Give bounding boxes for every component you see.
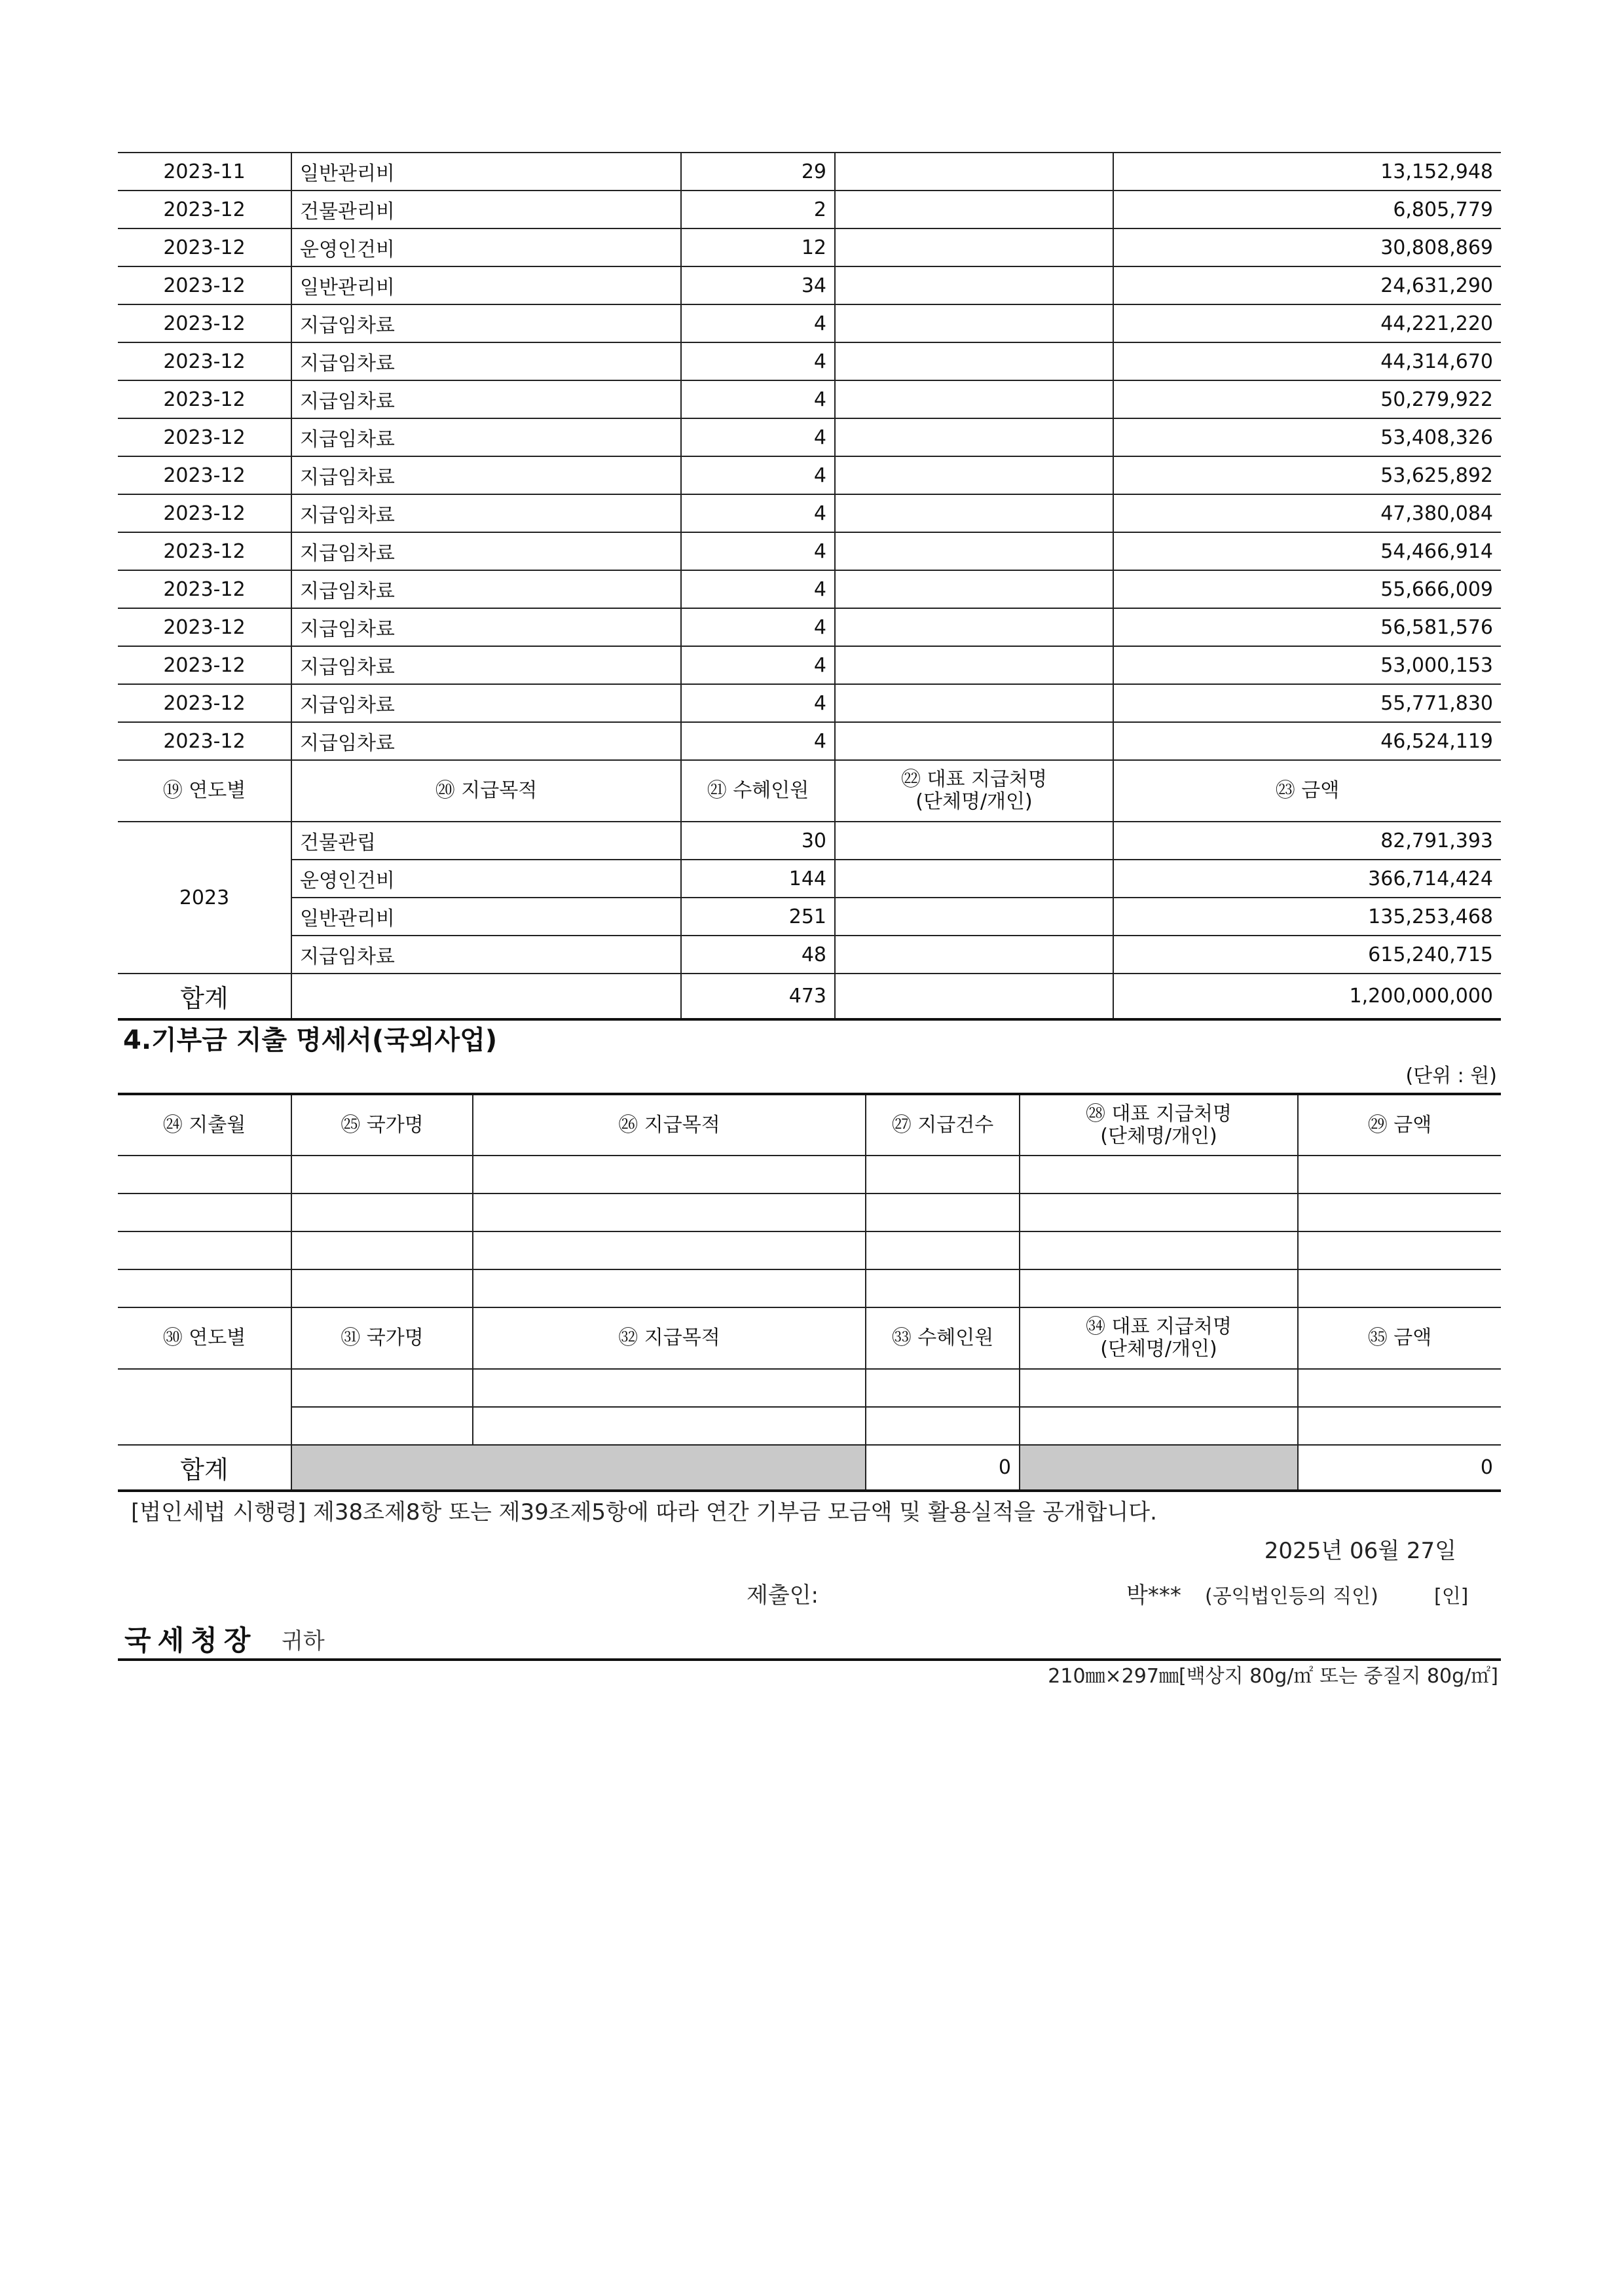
addressee-line — [118, 1613, 1501, 1661]
row-purpose: 지급임차료 — [291, 494, 681, 532]
header-amount: ㉟ 금액 — [1298, 1307, 1501, 1369]
seal-mark: [인] — [1434, 1585, 1469, 1608]
yearly-row — [118, 822, 1501, 860]
expense-row — [118, 494, 1501, 532]
row-count: 34 — [681, 266, 835, 304]
header-country: ㉛ 국가명 — [291, 1307, 473, 1369]
yearly-row — [118, 860, 1501, 898]
overseas-total-shaded — [1020, 1445, 1298, 1491]
section-4-title: 4.기부금 지출 명세서(국외사업) — [123, 1025, 498, 1055]
row-recipient — [835, 191, 1113, 228]
yearly-recipient — [835, 898, 1113, 936]
overseas-total-amount: 0 — [1298, 1445, 1501, 1491]
row-count: 4 — [681, 494, 835, 532]
row-purpose: 지급임차료 — [291, 684, 681, 722]
header-beneficiaries: ㉑ 수혜인원 — [681, 760, 835, 822]
expense-row — [118, 191, 1501, 228]
yearly-count: 48 — [681, 936, 835, 974]
row-amount: 44,221,220 — [1113, 304, 1501, 342]
row-purpose: 일반관리비 — [291, 266, 681, 304]
row-month: 2023-12 — [118, 570, 291, 608]
row-amount: 53,625,892 — [1113, 456, 1501, 494]
header-beneficiaries: ㉝ 수혜인원 — [866, 1307, 1020, 1369]
row-count: 4 — [681, 342, 835, 380]
header-recipient-line1: ㉘ 대표 지급처명 — [1086, 1102, 1232, 1125]
overseas-total-label: 합계 — [118, 1445, 291, 1491]
header-recipient — [835, 760, 1113, 822]
yearly-purpose: 건물관립 — [291, 822, 681, 860]
row-count: 4 — [681, 418, 835, 456]
row-count: 4 — [681, 684, 835, 722]
header-count: ㉗ 지급건수 — [866, 1094, 1020, 1156]
expense-row — [118, 228, 1501, 266]
submitter-name: 박*** — [1126, 1582, 1181, 1609]
row-month: 2023-12 — [118, 608, 291, 646]
row-count: 4 — [681, 722, 835, 760]
yearly-amount: 135,253,468 — [1113, 898, 1501, 936]
overseas-empty-row — [118, 1269, 1501, 1307]
row-amount: 44,314,670 — [1113, 342, 1501, 380]
expense-row — [118, 342, 1501, 380]
row-purpose: 지급임차료 — [291, 646, 681, 684]
expense-row — [118, 380, 1501, 418]
expense-row — [118, 722, 1501, 760]
expense-row — [118, 304, 1501, 342]
expense-row — [118, 456, 1501, 494]
yearly-purpose: 운영인건비 — [291, 860, 681, 898]
overseas-yearly-empty-row — [118, 1369, 1501, 1407]
yearly-count: 251 — [681, 898, 835, 936]
row-month: 2023-12 — [118, 456, 291, 494]
total-count: 473 — [681, 974, 835, 1019]
submitter-label: 제출인: — [747, 1582, 819, 1609]
row-purpose: 건물관리비 — [291, 191, 681, 228]
row-amount: 30,808,869 — [1113, 228, 1501, 266]
row-purpose: 지급임차료 — [291, 456, 681, 494]
row-recipient — [835, 570, 1113, 608]
total-purpose-cell — [291, 974, 681, 1019]
row-count: 4 — [681, 304, 835, 342]
row-recipient — [835, 418, 1113, 456]
row-amount: 55,666,009 — [1113, 570, 1501, 608]
row-purpose: 지급임차료 — [291, 418, 681, 456]
header-purpose: ⑳ 지급목적 — [291, 760, 681, 822]
row-recipient — [835, 722, 1113, 760]
donation-expense-table — [118, 152, 1501, 1021]
row-amount: 13,152,948 — [1113, 153, 1501, 191]
row-purpose: 운영인건비 — [291, 228, 681, 266]
row-recipient — [835, 380, 1113, 418]
yearly-count: 30 — [681, 822, 835, 860]
row-amount: 55,771,830 — [1113, 684, 1501, 722]
paper-spec: 210㎜×297㎜[백상지 80g/㎡ 또는 중질지 80g/㎡] — [1048, 1665, 1498, 1688]
yearly-year: 2023 — [118, 822, 291, 974]
row-amount: 54,466,914 — [1113, 532, 1501, 570]
yearly-count: 144 — [681, 860, 835, 898]
submitter-role: (공익법인등의 직인) — [1205, 1585, 1378, 1608]
row-recipient — [835, 266, 1113, 304]
row-amount: 46,524,119 — [1113, 722, 1501, 760]
overseas-empty-row — [118, 1194, 1501, 1231]
row-month: 2023-12 — [118, 191, 291, 228]
overseas-yearly-empty-row — [118, 1407, 1501, 1445]
yearly-recipient — [835, 860, 1113, 898]
total-recipient-cell — [835, 974, 1113, 1019]
row-purpose: 지급임차료 — [291, 304, 681, 342]
yearly-recipient — [835, 822, 1113, 860]
header-country: ㉕ 국가명 — [291, 1094, 473, 1156]
row-recipient — [835, 684, 1113, 722]
yearly-amount: 615,240,715 — [1113, 936, 1501, 974]
row-count: 29 — [681, 153, 835, 191]
overseas-total-count: 0 — [866, 1445, 1020, 1491]
overseas-expense-table — [118, 1093, 1501, 1492]
header-year: ㉚ 연도별 — [118, 1307, 291, 1369]
header-recipient — [1020, 1094, 1298, 1156]
expense-row — [118, 608, 1501, 646]
row-month: 2023-12 — [118, 304, 291, 342]
header-purpose: ㉜ 지급목적 — [473, 1307, 866, 1369]
row-month: 2023-12 — [118, 380, 291, 418]
addressee: 국세청장 — [124, 1624, 257, 1656]
row-recipient — [835, 494, 1113, 532]
row-recipient — [835, 228, 1113, 266]
header-amount: ㉓ 금액 — [1113, 760, 1501, 822]
header-year: ⑲ 연도별 — [118, 760, 291, 822]
yearly-purpose: 지급임차료 — [291, 936, 681, 974]
row-amount: 50,279,922 — [1113, 380, 1501, 418]
row-purpose: 지급임차료 — [291, 570, 681, 608]
row-month: 2023-12 — [118, 646, 291, 684]
row-recipient — [835, 646, 1113, 684]
header-purpose: ㉖ 지급목적 — [473, 1094, 866, 1156]
row-purpose: 지급임차료 — [291, 342, 681, 380]
row-purpose: 지급임차료 — [291, 722, 681, 760]
honorific: 귀하 — [282, 1628, 325, 1654]
total-amount: 1,200,000,000 — [1113, 974, 1501, 1019]
header-recipient-line2: (단체명/개인) — [1100, 1338, 1217, 1360]
expense-row — [118, 684, 1501, 722]
overseas-header-row — [118, 1094, 1501, 1156]
row-recipient — [835, 532, 1113, 570]
yearly-amount: 366,714,424 — [1113, 860, 1501, 898]
row-month: 2023-12 — [118, 266, 291, 304]
yearly-amount: 82,791,393 — [1113, 822, 1501, 860]
overseas-total-shaded — [291, 1445, 866, 1491]
row-month: 2023-12 — [118, 684, 291, 722]
yearly-row — [118, 898, 1501, 936]
row-count: 4 — [681, 380, 835, 418]
total-row — [118, 974, 1501, 1019]
row-recipient — [835, 608, 1113, 646]
row-recipient — [835, 153, 1113, 191]
unit-label: (단위 : 원) — [1405, 1065, 1497, 1087]
row-amount: 56,581,576 — [1113, 608, 1501, 646]
expense-row — [118, 418, 1501, 456]
row-count: 4 — [681, 532, 835, 570]
row-recipient — [835, 456, 1113, 494]
row-amount: 6,805,779 — [1113, 191, 1501, 228]
row-count: 2 — [681, 191, 835, 228]
row-purpose: 지급임차료 — [291, 380, 681, 418]
submitter-line — [118, 1569, 1501, 1613]
row-amount: 24,631,290 — [1113, 266, 1501, 304]
expense-row — [118, 532, 1501, 570]
header-recipient-line2: (단체명/개인) — [915, 790, 1033, 813]
expense-row — [118, 153, 1501, 191]
row-amount: 53,408,326 — [1113, 418, 1501, 456]
overseas-year-cell — [118, 1369, 291, 1445]
row-amount: 47,380,084 — [1113, 494, 1501, 532]
row-purpose: 지급임차료 — [291, 532, 681, 570]
legal-notice: [법인세법 시행령] 제38조제8항 또는 제39조제5항에 따라 연간 기부금 모금액 및 활용실적을 공개합니다. — [131, 1499, 1157, 1525]
row-month: 2023-12 — [118, 494, 291, 532]
yearly-recipient — [835, 936, 1113, 974]
row-month: 2023-12 — [118, 342, 291, 380]
yearly-purpose: 일반관리비 — [291, 898, 681, 936]
header-recipient-line2: (단체명/개인) — [1100, 1124, 1217, 1148]
expense-row — [118, 570, 1501, 608]
header-recipient-line1: ㉞ 대표 지급처명 — [1086, 1315, 1232, 1338]
expense-row — [118, 646, 1501, 684]
row-count: 4 — [681, 570, 835, 608]
row-purpose: 일반관리비 — [291, 153, 681, 191]
yearly-header-row — [118, 760, 1501, 822]
row-purpose: 지급임차료 — [291, 608, 681, 646]
monthly-rows — [118, 153, 1501, 760]
overseas-empty-row — [118, 1231, 1501, 1269]
total-label: 합계 — [118, 974, 291, 1019]
row-month: 2023-12 — [118, 532, 291, 570]
overseas-total-row — [118, 1445, 1501, 1491]
yearly-row — [118, 936, 1501, 974]
submission-date: 2025년 06월 27일 — [1264, 1538, 1456, 1564]
row-month: 2023-12 — [118, 228, 291, 266]
header-month: ㉔ 지출월 — [118, 1094, 291, 1156]
header-recipient — [1020, 1307, 1298, 1369]
row-month: 2023-11 — [118, 153, 291, 191]
expense-row — [118, 266, 1501, 304]
header-amount: ㉙ 금액 — [1298, 1094, 1501, 1156]
row-count: 4 — [681, 608, 835, 646]
row-recipient — [835, 342, 1113, 380]
document-page — [118, 152, 1501, 1692]
row-count: 4 — [681, 646, 835, 684]
row-count: 4 — [681, 456, 835, 494]
row-recipient — [835, 304, 1113, 342]
overseas-yearly-header-row — [118, 1307, 1501, 1369]
overseas-empty-row — [118, 1156, 1501, 1194]
row-count: 12 — [681, 228, 835, 266]
header-recipient-line1: ㉒ 대표 지급처명 — [901, 768, 1047, 791]
row-amount: 53,000,153 — [1113, 646, 1501, 684]
row-month: 2023-12 — [118, 418, 291, 456]
row-month: 2023-12 — [118, 722, 291, 760]
